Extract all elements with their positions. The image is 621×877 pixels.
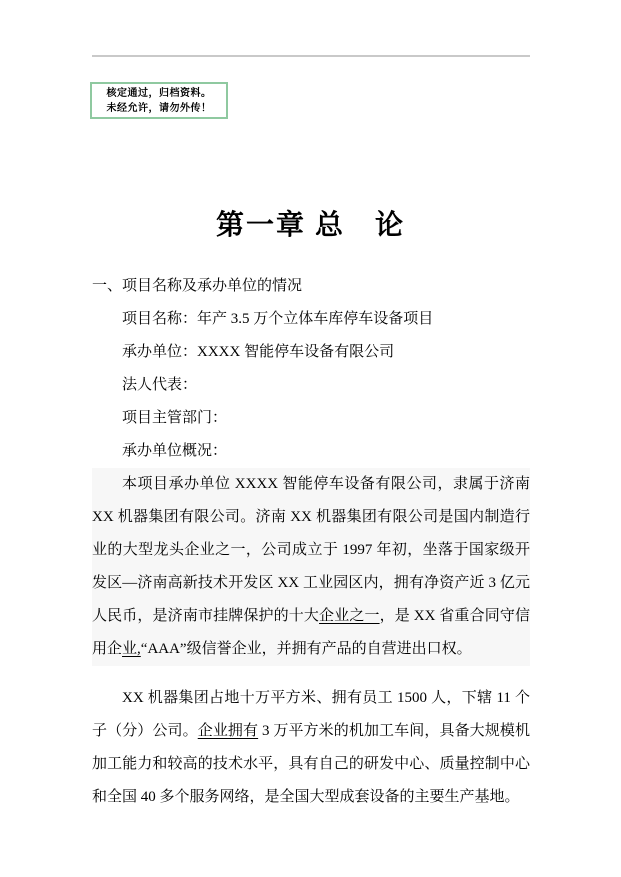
- section-heading: 一、项目名称及承办单位的情况: [92, 278, 303, 294]
- paragraph-segment: 企业之一: [319, 608, 380, 624]
- paragraph-company-scale: [92, 682, 530, 814]
- paragraph-segment: 本项目承办单位 XXXX 智能停车设备有限公司，隶属于济南XX 机器集团有限公司。济南 XX 机器集团有限公司是国内制造行业的大型龙头企业之一，公司成立于 1997 年初，坐落于国家级开发区—济南高新技术开发区 XX 工业园区内，拥有净资产近 3 亿元人民币，是济南市挂牌保护的十大: [92, 476, 530, 624]
- chapter-title: 第一章 总 论: [215, 210, 405, 241]
- stamp-line-2: 未经允许，请勿外传！: [106, 102, 212, 114]
- paragraph-segment: 业,: [122, 641, 141, 657]
- field-unit-overview: 承办单位概况：: [122, 443, 228, 459]
- confidential-stamp-box: [90, 82, 228, 119]
- document-body: [92, 270, 530, 814]
- header-rule: [92, 55, 530, 57]
- field-undertaking-unit: 承办单位：XXXX 智能停车设备有限公司: [122, 344, 395, 360]
- field-legal-representative: 法人代表：: [122, 377, 198, 393]
- paragraph-segment: “AAA”级信誉企业，并拥有产品的自营进出口权。: [140, 641, 472, 657]
- paragraph-segment: 3 万平方米的机加工车间，具备大规模机加工能力和较高的技术水平，具有自己的研发中心、质量控制中心和全国 40 多个服务网络，是全国大型成套设备的主要生产基地。: [92, 723, 530, 805]
- paragraph-segment: ，是 XX 省重合同守信用企: [92, 608, 530, 657]
- field-supervising-department: 项目主管部门：: [122, 410, 228, 426]
- paragraph-segment: XX 机器集团占地十万平方米、拥有员工 1500 人，下辖 11 个子（分）公司。: [92, 690, 530, 739]
- paragraph-company-intro: [92, 468, 530, 666]
- paragraph-segment: 企业拥有: [197, 723, 259, 739]
- field-project-name: 项目名称：年产 3.5 万个立体车库停车设备项目: [122, 311, 434, 327]
- stamp-line-1: 核定通过，归档资料。: [106, 87, 212, 99]
